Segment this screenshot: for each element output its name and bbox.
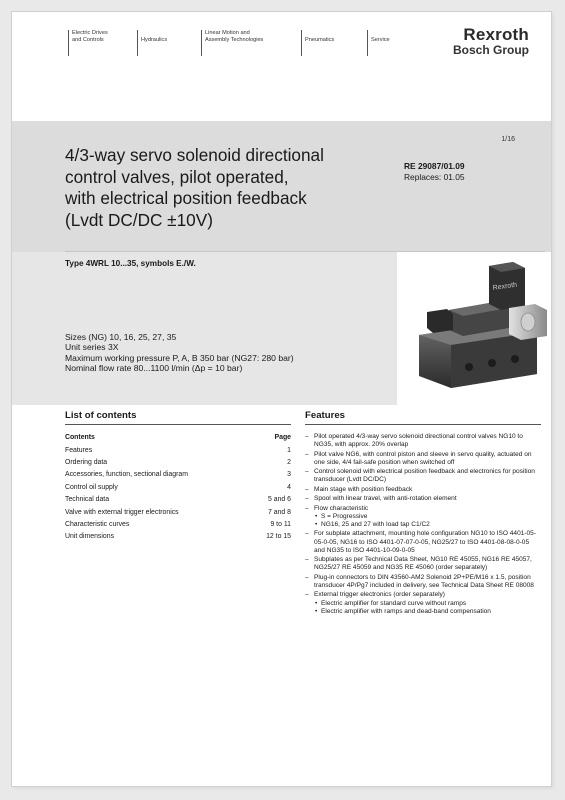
- feature-text: – Spool with linear travel, with anti-rotation element: [314, 495, 457, 503]
- feature-text: – Flow characteristic: [314, 504, 369, 512]
- category-label: and Controls: [72, 36, 104, 43]
- product-image: [397, 252, 551, 405]
- contents-page: 4: [287, 483, 291, 491]
- title-line: 4/3-way servo solenoid directional: [65, 145, 324, 165]
- feature-text: – Pilot operated 4/3-way servo solenoid directional control valves NG10 to NG35, with approx. 20% overlap: [314, 433, 523, 449]
- category-label: Service: [371, 36, 390, 43]
- contents-page: 9 to 11: [270, 520, 291, 528]
- document-number: RE 29087/01.09: [404, 161, 465, 171]
- feature-item: [305, 556, 541, 572]
- contents-page: 2: [287, 458, 291, 466]
- feature-subitem: • Electric amplifier for standard curve without ramps: [314, 600, 541, 608]
- category-label: Assembly Technologies: [205, 36, 264, 43]
- specs-panel: [12, 252, 397, 405]
- header-category-pneumatics[interactable]: [301, 30, 334, 56]
- contents-header-row: [65, 432, 291, 444]
- feature-item: [305, 591, 541, 616]
- contents-column-label: Contents: [65, 434, 95, 442]
- brand-logo: [453, 26, 529, 57]
- contents-row[interactable]: [65, 457, 291, 469]
- spec-line: Nominal flow rate 80...1100 l/min (Δp = 10 bar): [65, 363, 243, 374]
- contents-row[interactable]: [65, 494, 291, 506]
- valve-illustration: [397, 252, 551, 405]
- contents-page: 5 and 6: [268, 496, 291, 504]
- contents-entry: Ordering data: [65, 458, 108, 466]
- feature-text: – Pilot valve NG6, with control piston and sleeve in servo quality, actuated on one side, 4/4 fail-safe position when switched off: [314, 450, 532, 466]
- logo-marking: Rexroth: [492, 281, 518, 292]
- brand-group: Bosch Group: [452, 43, 529, 57]
- contents-page: 12 to 15: [266, 533, 291, 541]
- category-label: Hydraulics: [141, 36, 168, 43]
- contents-entry: Technical data: [65, 496, 110, 504]
- contents-heading: List of contents: [65, 410, 137, 421]
- header-category-hydraulics[interactable]: [137, 30, 167, 56]
- divider: [65, 424, 291, 425]
- contents-row[interactable]: [65, 482, 291, 494]
- type-designation: Type 4WRL 10...35, symbols E./W.: [65, 259, 196, 268]
- features-list: [305, 433, 541, 617]
- title-line: (Lvdt DC/DC ±10V): [65, 209, 213, 230]
- spec-line: Unit series 3X: [65, 342, 119, 353]
- divider: [305, 424, 541, 425]
- header-category-service[interactable]: [367, 30, 390, 56]
- datasheet-page: [12, 12, 551, 786]
- contents-row[interactable]: [65, 531, 291, 543]
- specs-list: [65, 332, 294, 374]
- category-label: Pneumatics: [305, 36, 335, 43]
- contents-page: 3: [287, 471, 291, 479]
- feature-item: [305, 505, 541, 530]
- feature-subitem: • NG16, 25 and 27 with load tap C1/C2: [314, 521, 541, 529]
- category-label: Electric Drives: [72, 30, 108, 36]
- feature-text: – Main stage with position feedback: [314, 485, 413, 493]
- feature-item: [305, 468, 541, 484]
- feature-item: [305, 530, 541, 555]
- category-label: Linear Motion and: [205, 30, 250, 36]
- feature-subitem: • S = Progressive: [314, 513, 541, 521]
- feature-item: [305, 495, 541, 503]
- page-number: 1/16: [501, 136, 515, 143]
- contents-table: [65, 432, 291, 544]
- contents-row[interactable]: [65, 519, 291, 531]
- contents-entry: Control oil supply: [65, 483, 118, 491]
- contents-entry: Characteristic curves: [65, 520, 130, 528]
- contents-page: 1: [287, 446, 291, 454]
- contents-row[interactable]: [65, 444, 291, 456]
- feature-text: – External trigger electronics (order separately): [314, 591, 445, 599]
- title-line: with electrical position feedback: [65, 188, 307, 208]
- feature-item: [305, 574, 541, 590]
- feature-item: [305, 451, 541, 467]
- features-heading: Features: [305, 410, 345, 421]
- contents-entry: Accessories, function, sectional diagram: [65, 471, 188, 479]
- brand-name: Rexroth: [463, 25, 529, 44]
- header-category-linear-motion[interactable]: [201, 30, 263, 56]
- feature-item: [305, 486, 541, 494]
- document-reference: [404, 161, 465, 182]
- replaces-date: Replaces: 01.05: [404, 171, 465, 182]
- page-column-label: Page: [274, 434, 291, 442]
- feature-text: – Control solenoid with electrical position feedback and electronics for position transducer (Lvdt DC/DC): [314, 468, 535, 484]
- page-title: [65, 145, 395, 231]
- contents-page: 7 and 8: [268, 508, 291, 516]
- header-category-electric-drives[interactable]: [68, 30, 108, 56]
- contents-entry: Features: [65, 446, 93, 454]
- contents-entry: Unit dimensions: [65, 533, 115, 541]
- spec-line: Sizes (NG) 10, 16, 25, 27, 35: [65, 332, 177, 342]
- contents-entry: Valve with external trigger electronics: [65, 508, 179, 516]
- feature-subitem: • Electric amplifier with ramps and dead-band compensation: [314, 608, 541, 616]
- contents-row[interactable]: [65, 469, 291, 481]
- feature-text: – For subplate attachment, mounting hole configuration NG10 to ISO 4401-05-05-0-05, NG16 to ISO 4401-07-07-0-05, NG25/27 to ISO 4401-08-08-0-05 and NG35 to ISO 4401-10-09-0-05: [314, 530, 536, 554]
- feature-item: [305, 433, 541, 449]
- feature-text: – Plug-in connectors to DIN 43560-AM2 Solenoid 2P+PE/M16 x 1.5, position transducer 4P/Pg7 included in delivery, see Technical Data Sheet RE 08008: [314, 573, 534, 589]
- title-line: control valves, pilot operated,: [65, 166, 289, 187]
- contents-row[interactable]: [65, 506, 291, 518]
- feature-text: – Subplates as per Technical Data Sheet, NG10 RE 45055, NG16 RE 45057, NG25/27 RE 45059 and NG35 RE 45060 (order separately): [314, 556, 532, 572]
- spec-line: Maximum working pressure P, A, B 350 bar (NG27: 280 bar): [65, 352, 294, 363]
